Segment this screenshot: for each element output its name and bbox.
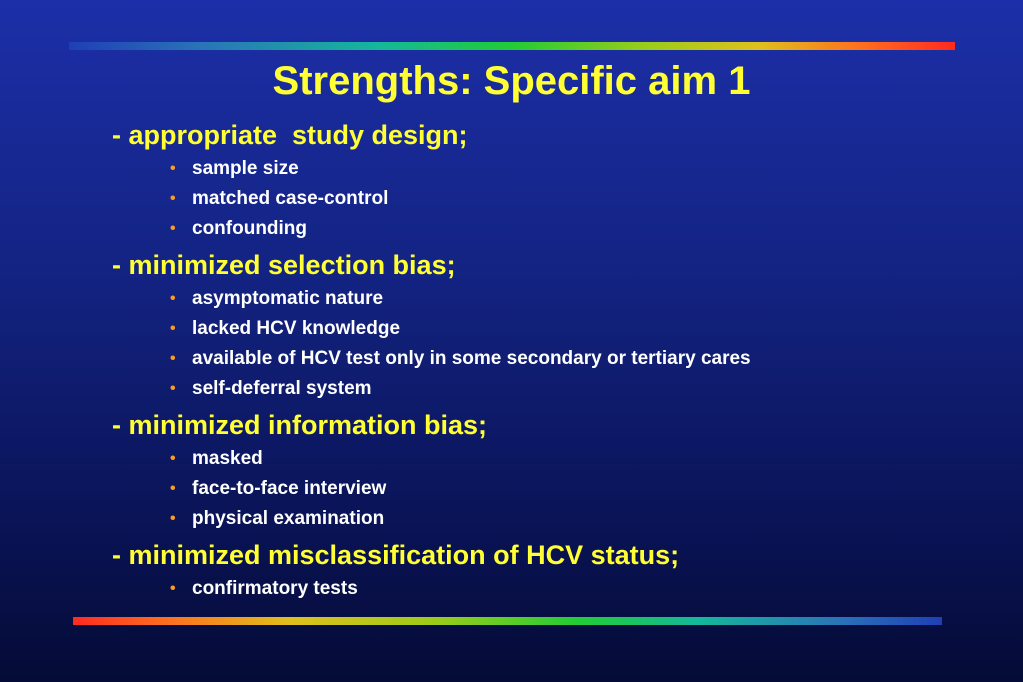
list-item [170, 444, 751, 474]
bullet-dot-icon: • [170, 510, 176, 527]
bullet-list [112, 444, 751, 534]
bullet-dot-icon: • [170, 160, 176, 177]
list-item-text: self-deferral system [192, 378, 372, 399]
bullet-dot-icon: • [170, 190, 176, 207]
list-item-text: confirmatory tests [192, 578, 358, 599]
list-item [170, 474, 751, 504]
section-heading: - appropriate study design; [112, 120, 468, 150]
section-heading: - minimized misclassification of HCV status; [112, 540, 680, 570]
list-item [170, 574, 751, 604]
section-information-bias [112, 408, 751, 534]
list-item [170, 154, 751, 184]
list-item-text: physical examination [192, 508, 385, 529]
section-selection-bias [112, 248, 751, 404]
section-heading: - minimized selection bias; [112, 250, 456, 280]
bullet-list [112, 284, 751, 404]
bullet-dot-icon: • [170, 220, 176, 237]
section-misclassification [112, 538, 751, 604]
list-item-text: available of HCV test only in some secondary or tertiary cares [192, 348, 751, 369]
list-item-text: asymptomatic nature [192, 288, 384, 309]
list-item-text: sample size [192, 158, 299, 179]
list-item [170, 314, 751, 344]
list-item [170, 344, 751, 374]
list-item-text: matched case-control [192, 188, 389, 209]
list-item-text: confounding [192, 218, 308, 239]
list-item-text: masked [192, 448, 263, 469]
bullet-list [112, 154, 751, 244]
bullet-dot-icon: • [170, 290, 176, 307]
list-item [170, 284, 751, 314]
bullet-dot-icon: • [170, 350, 176, 367]
top-gradient-rule [69, 42, 955, 50]
bullet-dot-icon: • [170, 580, 176, 597]
bullet-dot-icon: • [170, 480, 176, 497]
section-study-design [112, 118, 751, 244]
list-item [170, 374, 751, 404]
bullet-dot-icon: • [170, 320, 176, 337]
bullet-dot-icon: • [170, 380, 176, 397]
section-heading: - minimized information bias; [112, 410, 488, 440]
bullet-dot-icon: • [170, 450, 176, 467]
list-item [170, 214, 751, 244]
bullet-list [112, 574, 751, 604]
list-item-text: face-to-face interview [192, 478, 387, 499]
slide-title: Strengths: Specific aim 1 [272, 59, 751, 103]
slide-content [112, 118, 751, 608]
list-item [170, 184, 751, 214]
list-item [170, 504, 751, 534]
bottom-gradient-rule [73, 617, 942, 625]
list-item-text: lacked HCV knowledge [192, 318, 401, 339]
